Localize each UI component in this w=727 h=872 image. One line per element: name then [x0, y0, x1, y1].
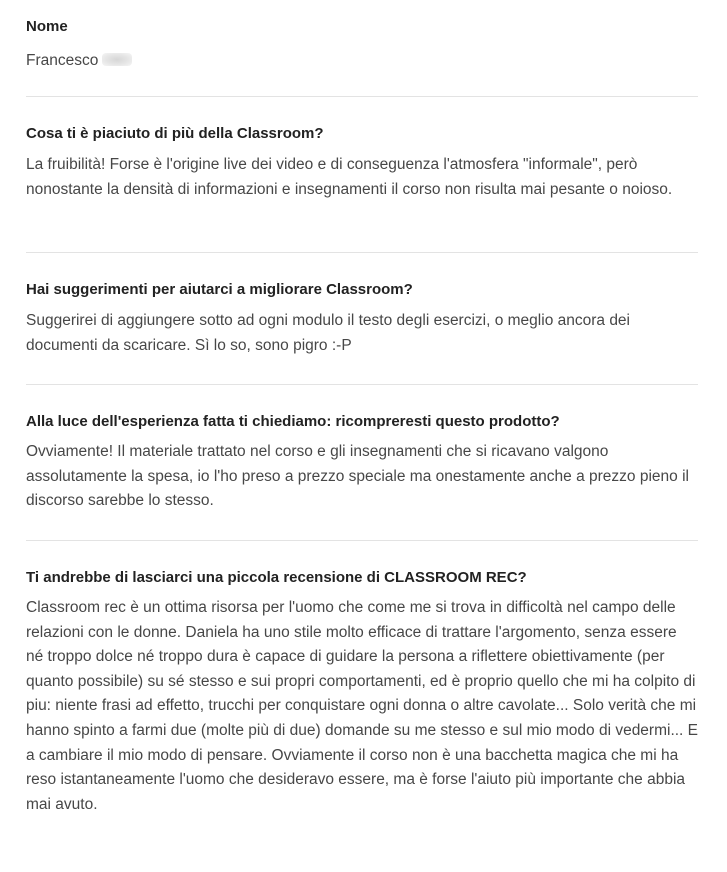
- question-block-1: [26, 124, 698, 202]
- divider: [26, 384, 698, 385]
- question-1: Cosa ti è piaciuto di più della Classroom?: [26, 125, 324, 142]
- name-label: Nome: [26, 18, 68, 35]
- name-value-row: [26, 49, 698, 74]
- question-block-4: [26, 568, 698, 817]
- divider: [26, 96, 698, 97]
- question-block-3: [26, 412, 698, 514]
- question-3: Alla luce dell'esperienza fatta ti chiediamo: ricompreresti questo prodotto?: [26, 413, 560, 430]
- answer-4: Classroom rec è un ottima risorsa per l'uomo che come me si trova in difficoltà nel campo delle relazioni con le donne. Daniela ha uno stile molto efficace di trattare l'argomento, senza essere né troppo dolce né troppo dura è capace di guidare la persona a riflettere obiettivamente (per quanto possibile) su sé stesso e sui propri comportamenti, ed è proprio quello che mi ha colpito di piu: niente frasi ad effetto, trucchi per conquistare ogni donna o altre cavolate... Solo verità che mi hanno spinto a farmi due (molte più di due) domande su me stesso e sul mio modo di vedermi... E a cambiare il mio modo di pensare. Ovviamente il corso non è una bacchetta magica che mi ha reso istantaneamente l'uomo che desideravo essere, ma è forse l'aiuto più importante che abbia mai avuto.: [26, 599, 699, 813]
- answer-1: La fruibilità! Forse è l'origine live dei video e di conseguenza l'atmosfera "informale", però nonostante la densità di informazioni e insegnamenti il corso non risulta mai pesante o noioso.: [26, 156, 673, 198]
- name-section: [26, 17, 698, 74]
- answer-3: Ovviamente! Il materiale trattato nel corso e gli insegnamenti che si ricavano valgono assolutamente la spesa, io l'ho preso a prezzo speciale ma onestamente anche a prezzo pieno il discorso sarebbe lo stesso.: [26, 443, 689, 510]
- question-4: Ti andrebbe di lasciarci una piccola recensione di CLASSROOM REC?: [26, 569, 527, 586]
- divider: [26, 252, 698, 253]
- name-value: Francesco: [26, 52, 99, 69]
- question-block-2: [26, 280, 698, 358]
- redacted-surname: [102, 53, 132, 66]
- divider: [26, 540, 698, 541]
- question-2: Hai suggerimenti per aiutarci a migliorare Classroom?: [26, 281, 413, 298]
- answer-2: Suggerirei di aggiungere sotto ad ogni modulo il testo degli esercizi, o meglio ancora dei documenti da scaricare. Sì lo so, sono pigro :-P: [26, 312, 631, 354]
